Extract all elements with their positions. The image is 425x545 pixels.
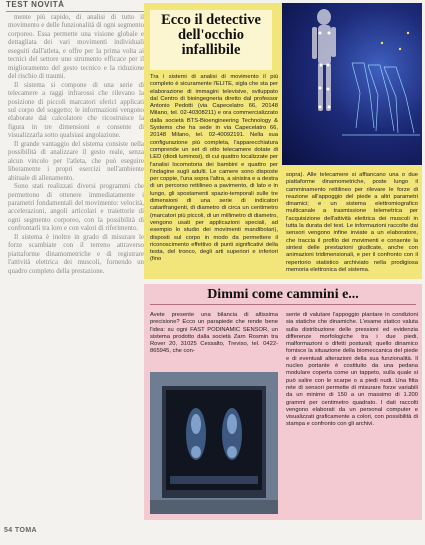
masthead-rule bbox=[6, 11, 144, 12]
article1-col2 bbox=[286, 172, 418, 274]
left-paragraph: Il sistema è inoltre in grado di misurare le forze scambiate con il terreno attraverso piattaforme dinamometriche e di registrare l'attività elettrica dei muscoli, fornendo un quadro completo della prestazione. bbox=[8, 233, 144, 275]
article1-title: Ecco il detective dell'occhio infallibile bbox=[161, 12, 261, 58]
footprint-screen-photo bbox=[150, 372, 278, 514]
left-paragraph: Il grande vantaggio del sistema consiste nella possibilità di analizzare il gesto reale, senza alcun vincolo per l'atleta, che può eseguire liberamente i propri esercizi nell'ambiente abituale di allenamento. bbox=[8, 140, 144, 182]
article2-col2 bbox=[286, 312, 418, 514]
motion-capture-illustration bbox=[282, 3, 422, 165]
left-column-article bbox=[8, 14, 144, 526]
masthead: TEST NOVITÀ bbox=[6, 0, 65, 9]
left-paragraph: mente più rapido, di analisi di tutto il movimento e delle funzionalità di ogni segmento corporeo. Essa permette una visione globale e dettagliata dei vari movimenti individuali eseguiti dall'atleta, e offre per la prima volta ai tecnici del settore uno strumento efficace per il miglioramento del gesto tecnico e la riduzione del rischio di traumi. bbox=[8, 14, 144, 81]
footprint-display-illustration bbox=[150, 372, 278, 514]
article1-col1 bbox=[150, 74, 278, 274]
article2-col2-text: sente di valutare l'appoggio plantare in condizioni sia statiche che dinamiche. L'esame statico valuta sulla distribuzione delle pressioni ed evidenzia differenze morfologiche tra i due piedi, malformazioni o difetti posturali; quello dinamico fornisce la situazione della biomeccanica del piede e di eventuali alterazioni della sua funzionalità. Il nucleo portante è costituito da una pedana modulare coperta come un tappeto, sulla quale si può salire con le scarpe o a piedi nudi. Una fitta rete di sensori permette di misurare forze variabili da un minimo di 150 a un massimo di 1.200 grammi per centimetro quadrato. I dati raccolti vengono elaborati da un personal computer e visualizzati graficamente a colori, con possibilità di stampa e confronto con gli archivi. bbox=[286, 312, 418, 428]
motion-capture-photo bbox=[282, 3, 422, 165]
article1-col1-text: Tra i sistemi di analisi di movimento il più completo è sicuramente l'ELITE, sigla che sta per elaborazione di immagini televisive, sviluppato dal Centro di bioingegneria diretto dal professor Antonio Pedotti (via Capecelatro 66, 20148 Milano, tel. 02-40308211) e ora commercializzato dalla società BTS-Bioengineering Technology & Systems che ha sede in via Capecelatro 66, 20148 Milano, tel. 02-40092191. Nella sua configurazione più completa, l'apparecchiatura comprende un set di otto telecamere dotate di LED (diodi luminosi), di cui quattro localizzate per l'analisi locomotoria dei bambini e quattro per l'indagine sugli adulti. Le camere sono disposte per coppie, l'una sopra l'altra, a sinistra e a destra di un percorso rettilineo a pavimento, di lato e in lungo, gli spostamenti spazio-temporali sulle tre dimensioni di una serie di indicatori catarifrangenti, di diametro di circa un centimetro (marcatori più piccoli, di un millimetro di diametro, vengono usati per applicazioni speciali, ad esempio lo studio dei movimenti mandibolari), disposti sul corpo in modo da permettere il riconoscimento effettivo di punti significativi della testa, del tronco, degli arti superiori e inferiori (fino bbox=[150, 74, 278, 263]
article2-col1 bbox=[150, 312, 278, 372]
article2-title: Dimmi come cammini e... bbox=[207, 287, 359, 302]
article2-rule bbox=[150, 304, 416, 305]
article1-col2-text: sopra). Alle telecamere si affiancano una o due piattaforme dinamometriche, poste lungo il camminamento rettilineo per rilevare le forze di reazione all'appoggio del piede a altri parametri dinamici; e un sistema elettromiografico multicanale a trasmissione telemetrica per l'acquisizione dell'attività elettrica dei muscoli in tutta la durata del test. Le informazioni raccolte dai sensori vengono infine inviate a un elaboratore, che traccia il profilo dei movimenti e consente la sintesi delle prestazioni giudicate, anche con animazioni tridimensionali, e per il confronto con il repertorio statistico archiviato nella prodigiosa memoria elettronica del sistema. bbox=[286, 172, 418, 273]
left-paragraph: Sono stati realizzati diversi programmi che permettono di ottenere immediatamente i parametri fondamentali del movimento: velocità, accelerazioni, angoli articolari e traiettorie di ogni segmento corporeo, con la possibilità di confrontarli tra loro e con valori di riferimento. bbox=[8, 183, 144, 233]
footer-logo: 54 TOMA bbox=[4, 527, 38, 534]
left-paragraph: Il sistema si compone di una serie di telecamere a raggi infrarossi che rilevano la posizione di piccoli marcatori sferici applicati sul corpo del soggetto; le informazioni vengono elaborate dal calcolatore che ricostruisce la figura in tre dimensioni e consente di visualizzarla sotto qualsiasi angolazione. bbox=[8, 81, 144, 140]
article2-col1-text: Avete presente una bilancia di altissima precisione? Ecco un parapiede che rende bene l'idea: su ogni FAST PODINAMIC SENSOR, un sistema prodotto dalla società Zarn Rosmin tra Rover 20, 31025 Cessalto, Treviso, tel. 0422-865945, che con- bbox=[150, 312, 278, 355]
